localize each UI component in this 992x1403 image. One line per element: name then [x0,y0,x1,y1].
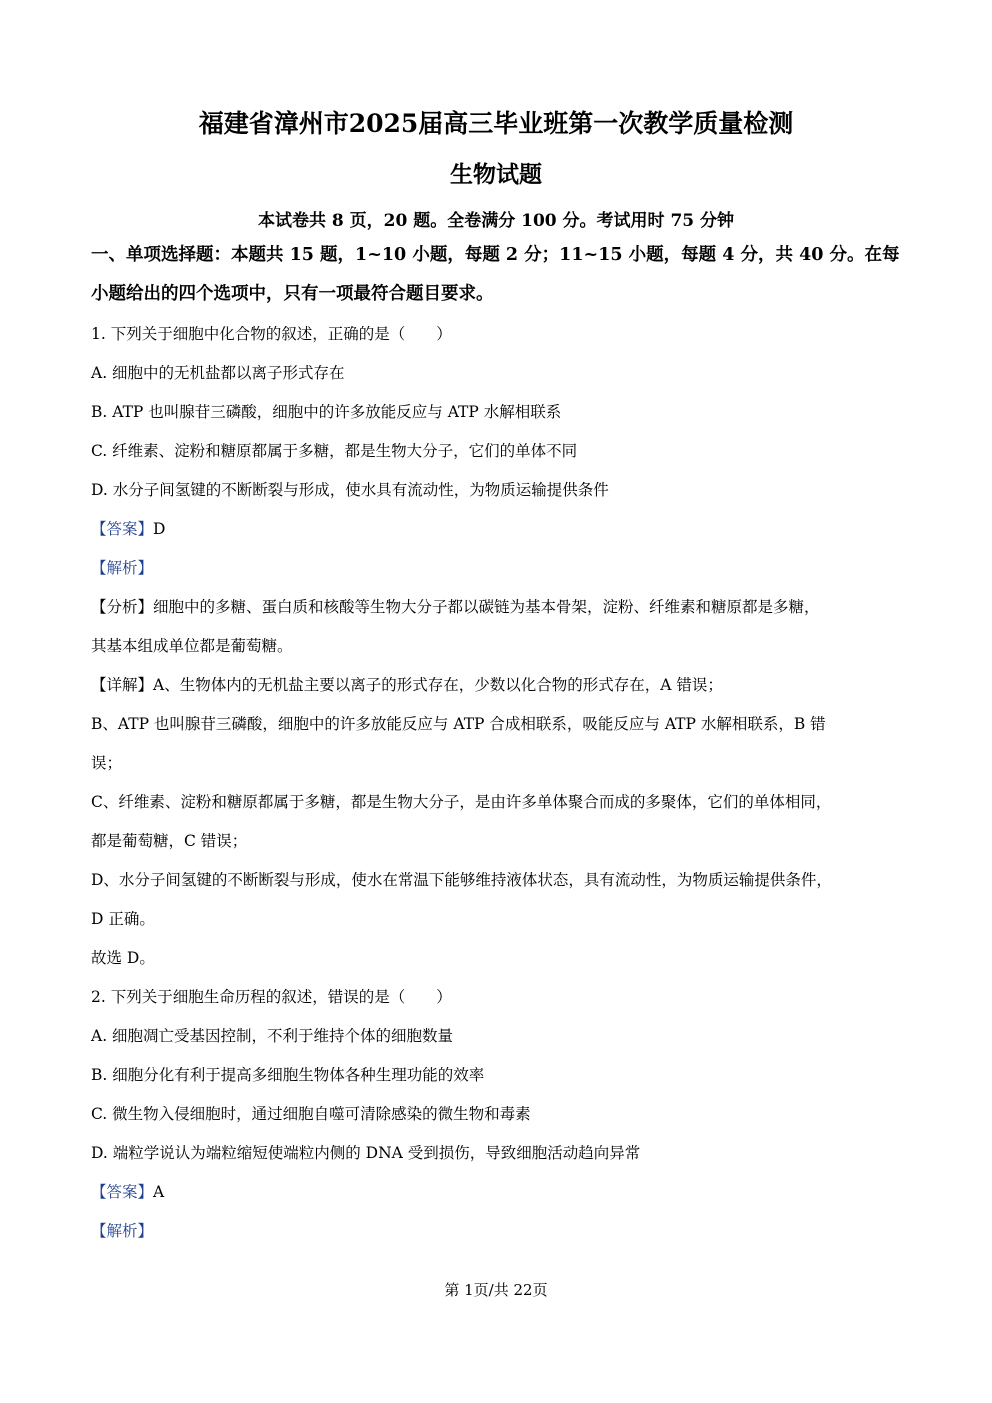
exam-info: 本试卷共 8 页，20 题。全卷满分 100 分。考试用时 75 分钟 [257,211,735,231]
answer-value: D [153,520,166,538]
detail-tag: 【详解】 [91,676,154,694]
question-1-option-d: D. 水分子间氢键的不断断裂与形成，使水具有流动性，为物质运输提供条件 [91,481,609,499]
question-1-option-a: A. 细胞中的无机盐都以离子形式存在 [91,364,345,382]
question-2-option-d: D. 端粒学说认为端粒缩短使端粒内侧的 DNA 受到损伤，导致细胞活动趋向异常 [91,1144,641,1162]
detail-text: A、生物体内的无机盐主要以离子的形式存在，少数以化合物的形式存在，A 错误； [153,676,723,694]
question-1-fenxi-line: 其基本组成单位都是葡萄糖。 [91,637,293,655]
question-2-option-b: B. 细胞分化有利于提高多细胞生物体各种生理功能的效率 [91,1066,485,1084]
question-2-answer [91,1182,906,1202]
document-subtitle: 生物试题 [450,161,542,188]
answer-tag: 【答案】 [91,520,154,538]
analysis-tag: 【解析】 [91,559,154,577]
question-1-option-b: B. ATP 也叫腺苷三磷酸，细胞中的许多放能反应与 ATP 水解相联系 [91,403,562,421]
question-1-detail-line: D 正确。 [91,910,155,928]
question-1-detail-line [91,675,906,695]
section-heading: 一、单项选择题：本题共 15 题，1~10 小题，每题 2 分；11~15 小题，每题 4 分，共 40 分。在每小题给出的四个选项中，只有一项最符合题目要求。 [91,245,900,304]
question-1-detail-line: B、ATP 也叫腺苷三磷酸，细胞中的许多放能反应与 ATP 合成相联系，吸能反应与 ATP 水解相联系，B 错 [91,715,826,733]
fenxi-tag: 【分析】 [91,598,154,616]
question-1-fenxi-line [91,597,906,617]
document-title: 福建省漳州市2025届高三毕业班第一次教学质量检测 [198,109,794,138]
page-footer: 第 1页/共 22页 [444,1281,548,1299]
question-1-detail-line: D、水分子间氢键的不断断裂与形成，使水在常温下能够维持液体状态，具有流动性，为物质运输提供条件， [91,871,832,889]
question-1-analysis-tag [91,558,906,578]
question-1-detail-line: 都是葡萄糖，C 错误； [91,832,248,850]
analysis-tag: 【解析】 [91,1222,154,1240]
question-2-stem: 2. 下列关于细胞生命历程的叙述，错误的是（ ） [91,988,452,1006]
question-2-analysis-tag [91,1221,906,1241]
answer-value: A [153,1183,165,1201]
question-1-option-c: C. 纤维素、淀粉和糖原都属于多糖，都是生物大分子，它们的单体不同 [91,442,578,460]
question-1-detail-line: 误； [91,754,123,772]
fenxi-text: 细胞中的多糖、蛋白质和核酸等生物大分子都以碳链为基本骨架，淀粉、纤维素和糖原都是多糖， [153,598,820,616]
question-1-stem: 1. 下列关于细胞中化合物的叙述，正确的是（ ） [91,325,452,343]
question-1-conclusion: 故选 D。 [91,949,155,967]
question-2-option-a: A. 细胞凋亡受基因控制，不利于维持个体的细胞数量 [91,1027,454,1045]
question-1-answer [91,519,906,539]
answer-tag: 【答案】 [91,1183,154,1201]
question-2-option-c: C. 微生物入侵细胞时，通过细胞自噬可清除感染的微生物和毒素 [91,1105,531,1123]
question-1-detail-line: C、纤维素、淀粉和糖原都属于多糖，都是生物大分子，是由许多单体聚合而成的多聚体，它们的单体相同， [91,793,832,811]
